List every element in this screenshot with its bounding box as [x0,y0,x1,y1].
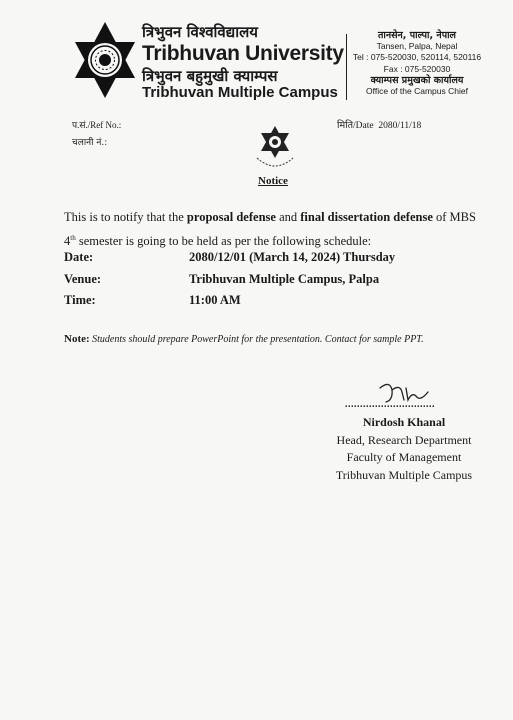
university-name: Tribhuvan University [142,42,344,65]
notice-paragraph [64,207,484,252]
schedule-row-time [64,293,241,308]
signatory-name: Nirdosh Khanal [362,415,446,429]
note [64,333,424,345]
office-nepali: क्याम्पस प्रमुखको कार्यालय [370,74,464,86]
telephone: Tel : 075-520030, 520114, 520116 [352,52,482,63]
intro-text: This is to notify that the [64,210,187,224]
schedule-value: 2080/12/01 (March 14, 2024) Thursday [189,250,396,264]
schedule-label: Venue: [64,272,102,286]
notice-title: Notice [258,175,288,187]
proposal-defense-text: proposal defense [186,210,276,224]
letter-date [337,118,421,131]
ordinal-suffix: th [70,234,76,242]
schedule-value: 11:00 AM [189,293,241,307]
note-text: Students should prepare PowerPoint for the presentation. Contact for sample PPT. [89,334,424,345]
campus-name: Tribhuvan Multiple Campus [142,84,338,101]
date-value: 2080/11/18 [378,121,422,131]
intro-text: of MBS 4 [64,210,476,249]
campus-stamp-icon [245,124,305,176]
signatory-title: Head, Research Department [336,432,472,447]
fax: Fax : 075-520030 [383,63,451,74]
signatory-block [330,414,478,484]
intro-text: and [275,210,301,224]
university-name-nepali: त्रिभुवन विश्वविद्यालय [142,23,258,41]
schedule-row-venue [64,272,380,287]
schedule-value: Tribhuvan Multiple Campus, Palpa [189,272,380,286]
signatory-campus: Tribhuvan Multiple Campus [335,467,473,482]
contact-block [352,30,482,97]
signatory-faculty: Faculty of Management [346,450,462,464]
campus-name-nepali: त्रिभुवन बहुमुखी क्याम्पस [142,67,278,85]
schedule-row-date [64,250,396,265]
office: Office of the Campus Chief [366,86,468,97]
schedule-label: Date: [64,250,94,264]
letterhead-divider [346,34,347,100]
university-logo-icon [72,20,138,100]
intro-text: semester is going to be held as per the following schedule: [75,234,372,249]
final-defense-text: final dissertation defense [300,210,433,224]
signature-line: .............................. [345,399,435,410]
address-nepali: तानसेन, पाल्पा, नेपाल [377,30,457,41]
dispatch-number-label: चलानी नं.: [72,138,108,148]
ref-number-label: प.सं./Ref No.: [72,120,122,130]
date-label: मिति/Date [337,121,374,131]
note-label: Note: [64,333,90,345]
address: Tansen, Palpa, Nepal [376,41,458,52]
schedule-label: Time: [64,293,96,307]
